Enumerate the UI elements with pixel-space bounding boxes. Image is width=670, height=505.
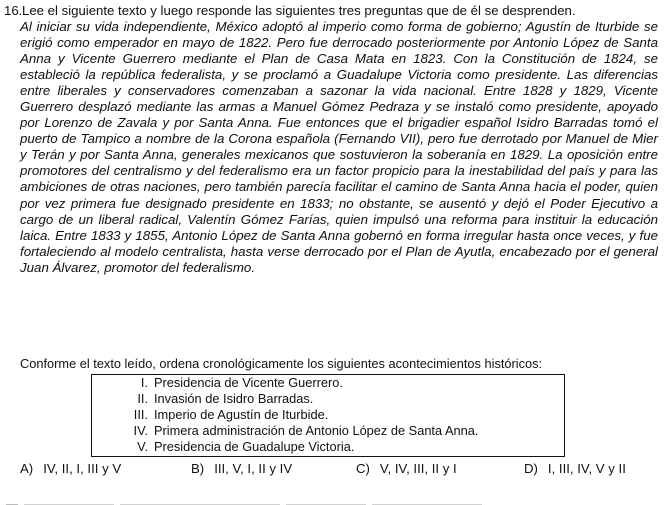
events-list-box: [91, 374, 565, 457]
answer-option-a[interactable]: [20, 461, 121, 477]
event-text: Invasión de Isidro Barradas.: [154, 391, 314, 406]
instruction-text: Conforme el texto leído, ordena cronológicamente los siguientes acontecimientos históricos:: [20, 356, 543, 371]
event-text: Presidencia de Vicente Guerrero.: [154, 375, 343, 390]
event-text: Primera administración de Antonio López de Santa Anna.: [154, 423, 479, 438]
option-text: I, III, IV, V y II: [547, 461, 626, 476]
event-numeral: IV.: [133, 423, 148, 438]
answer-option-d[interactable]: [524, 461, 626, 477]
answer-option-c[interactable]: [356, 461, 457, 477]
option-text: III, V, I, II y IV: [214, 461, 293, 476]
option-text: V, IV, III, II y I: [379, 461, 457, 476]
event-numeral: III.: [133, 407, 148, 422]
option-letter: D): [524, 461, 538, 476]
next-question-cutoff: [0, 497, 670, 505]
option-letter: A): [20, 461, 34, 476]
answer-option-b[interactable]: [191, 461, 292, 477]
option-text: IV, II, I, III y V: [43, 461, 122, 476]
event-text: Presidencia de Guadalupe Victoria.: [154, 439, 355, 454]
reading-passage: Al iniciar su vida independiente, México adoptó al imperio como forma de gobierno; Agustín de Iturbide se erigió como emperador en mayo de 1822. Pero fue derrocado posteriormente por Antonio López de Santa Anna y Vicente Guerrero mediante el Plan de Casa Mata en 1823. Con la Constitución de 1824, se estableció la república federalista, y se proclamó a Guadalupe Victoria como presidente. Las diferencias entre liberales y conservadores comenzaban a sazonar la vida nacional. Entre 1828 y 1829, Vicente Guerrero desplazó mediante las armas a Manuel Gómez Pedraza y se instaló como presidente, apoyado por Lorenzo de Zavala y por Santa Anna. Fue entonces que el brigadier español Isidro Barradas tomó el puerto de Tampico a nombre de la Corona española (Fernando VII), pero fue derrotado por Manuel de Mier y Terán y por Santa Anna, generales mexicanos que sostuvieron la soberanía en 1829. La oposición entre promotores del centralismo y del federalismo era un factor propicio para la inestabilidad del país y para las ambiciones de otras naciones, pero también parecía facilitar el camino de Santa Anna hacia el poder, quien por vez primera fue designado presidente en 1833; no obstante, se ausentó y dejó el Poder Ejecutivo a cargo de un liberal radical, Valentín Gómez Farías, quien impulsó una reforma para instituir la educación laica. Entre 1833 y 1855, Antonio López de Santa Anna gobernó en forma irregular hasta once veces, y fue fortaleciendo al modelo centralista, hasta verse derrocado por el Plan de Ayutla, encabezado por el general Juan Álvarez, promotor del federalismo.: [20, 19, 658, 275]
event-numeral: II.: [137, 391, 148, 406]
event-numeral: I.: [140, 375, 148, 390]
question-prompt: Lee el siguiente texto y luego responde las siguientes tres preguntas que de él se desprenden.: [22, 3, 576, 18]
option-letter: B): [191, 461, 205, 476]
event-text: Imperio de Agustín de Iturbide.: [154, 407, 329, 422]
event-numeral: V.: [137, 439, 148, 454]
question-number: 16.: [4, 3, 23, 18]
option-letter: C): [356, 461, 370, 476]
